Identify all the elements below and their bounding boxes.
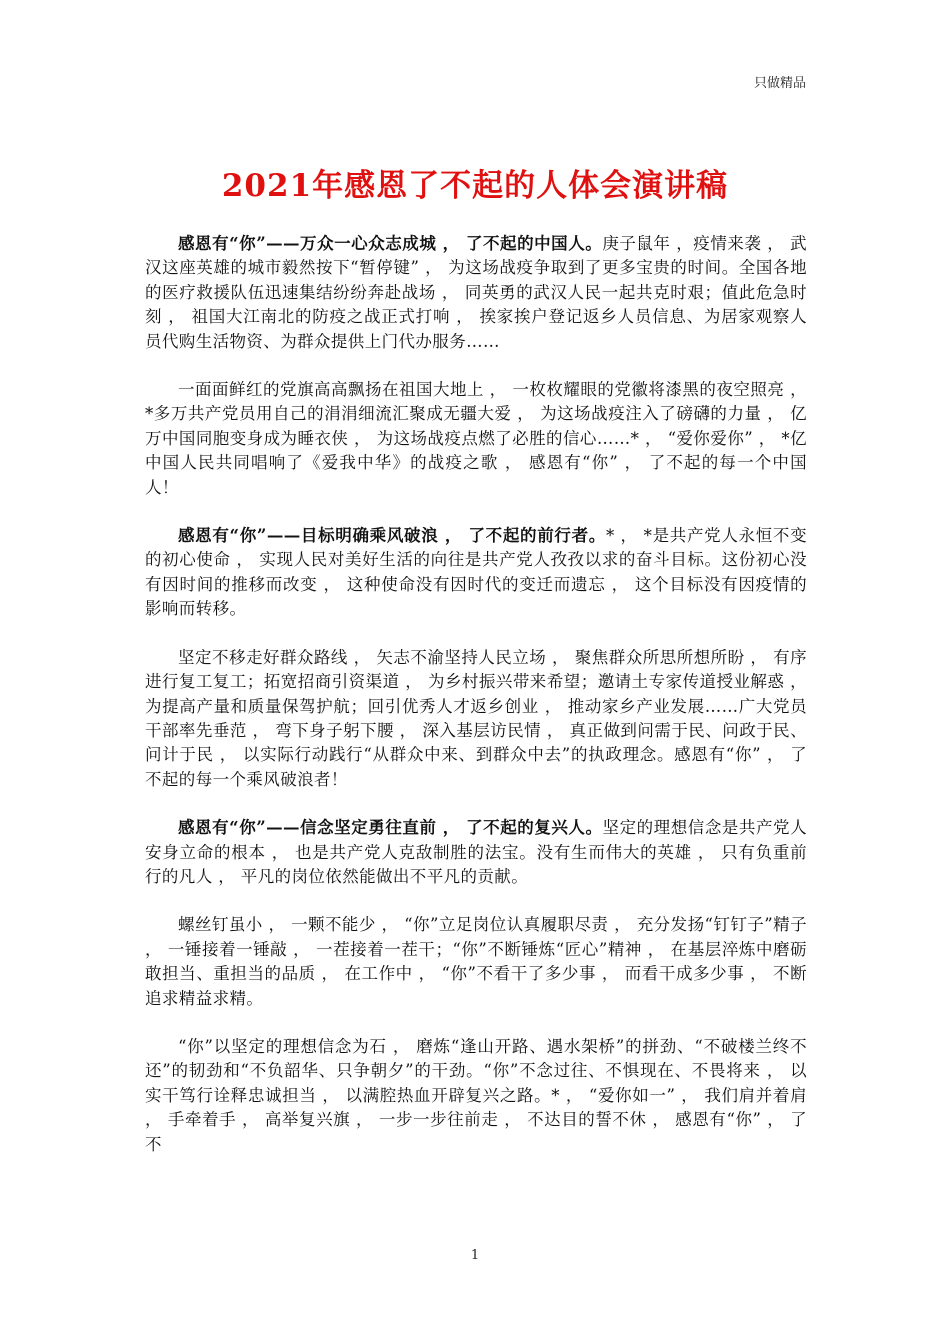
header-note: 只做精品 (753, 76, 806, 91)
paragraph-1 (145, 232, 807, 354)
paragraph-5 (145, 816, 807, 889)
paragraph-3 (145, 524, 807, 622)
paragraph-text: 螺丝钉虽小 ， 一颗不能少 ， “你”立足岗位认真履职尽责 ， 充分发扬“钉钉子”精子 ， 一锤接着一锤敲 ， 一茬接着一茬干；“你”不断锤炼“匠心”精神 ， 在基层淬炼中磨砺敢担当、重担当的品质 ， 在工作中 ， “你”不看干了多少事 ， 而看干成多少事 ， 不断追求精益求精。 (145, 915, 807, 1008)
paragraph-lead: 感恩有“你”——万众一心众志成城 ， 了不起的中国人。 (178, 234, 603, 253)
page-number: 1 (470, 1248, 480, 1263)
paragraph-text: 庚子鼠年 ，疫情来袭 ， 武汉这座英雄的城市毅然按下“暂停键” ， 为这场战疫争取到了更多宝贵的时间。全国各地的医疗救援队伍迅速集结纷纷奔赴战场 ， 同英勇的武汉人民一起共克时艰；值此危急时刻 ， 祖国大江南北的防疫之战正式打响 ， 挨家挨户登记返乡人员信息、为居家观察人员代购生活物资、为群众提供上门代办服务…… (145, 234, 807, 351)
paragraph-lead: 感恩有“你”——信念坚定勇往直前 ， 了不起的复兴人。 (178, 818, 603, 838)
paragraph-text: 一面面鲜红的党旗高高飘扬在祖国大地上 ， 一枚枚耀眼的党徽将漆黑的夜空照亮 ， *多万共产党员用自己的涓涓细流汇聚成无疆大爱 ， 为这场战疫注入了磅礴的力量 ， 亿万中国同胞变身成为睡衣侠 ， 为这场战疫点燃了必胜的信心……* ， “爱你爱你” ， *亿中国人民共同唱响了《爱我中华》的战疫之歌 ， 感恩有“你” ， 了不起的每一个中国人！ (145, 380, 807, 497)
paragraph-text: “你”以坚定的理想信念为石 ， 磨炼“逢山开路、遇水架桥”的拼劲、“不破楼兰终不还”的韧劲和“不负韶华、只争朝夕”的干劲。“你”不念过往、不惧现在、不畏将来 ， 以实干笃行诠释忠诚担当 ， 以满腔热血开辟复兴之路。* ， “爱你如一” ， 我们肩并着肩 ， 手牵着手 ， 高举复兴旗 ， 一步一步往前走 ， 不达目的誓不休 ， 感恩有“你” ， 了不 (145, 1036, 807, 1154)
paragraph-2 (145, 378, 807, 500)
document-title: 2021年感恩了不起的人体会演讲稿 (221, 168, 729, 204)
paragraph-text: 坚定不移走好群众路线 ， 矢志不渝坚持人民立场 ， 聚焦群众所思所想所盼 ， 有序进行复工复工；拓宽招商引资渠道 ， 为乡村振兴带来希望；邀请土专家传道授业解惑 ， 为提高产量和质量保驾护航；回引优秀人才返乡创业 ， 推动家乡产业发展……广大党员干部率先垂范 ， 弯下身子躬下腰 ， 深入基层访民情 ， 真正做到问需于民、问政于民、问计于民 ， 以实际行动践行“从群众中来、到群众中去”的执政理念。感恩有“你” ， 了不起的每一个乘风破浪者！ (145, 647, 807, 789)
paragraph-4 (145, 646, 807, 792)
paragraph-text: * ， *是共产党人永恒不变的初心使命 ， 实现人民对美好生活的向往是共产党人孜孜以求的奋斗目标。这份初心没有因时间的推移而改变 ， 这种使命没有因时代的变迁而遗忘 ， 这个目标没有因疫情的影响而转移。 (145, 526, 807, 619)
paragraph-6 (145, 913, 807, 1011)
paragraph-lead: 感恩有“你”——目标明确乘风破浪 ， 了不起的前行者。 (178, 526, 606, 546)
paragraph-7 (145, 1035, 807, 1157)
paragraph-text: 坚定的理想信念是共产党人安身立命的根本 ， 也是共产党人克敌制胜的法宝。没有生而伟大的英雄 ， 只有负重前行的凡人 ， 平凡的岗位依然能做出不平凡的贡献。 (145, 818, 807, 886)
document-body (145, 232, 807, 1181)
